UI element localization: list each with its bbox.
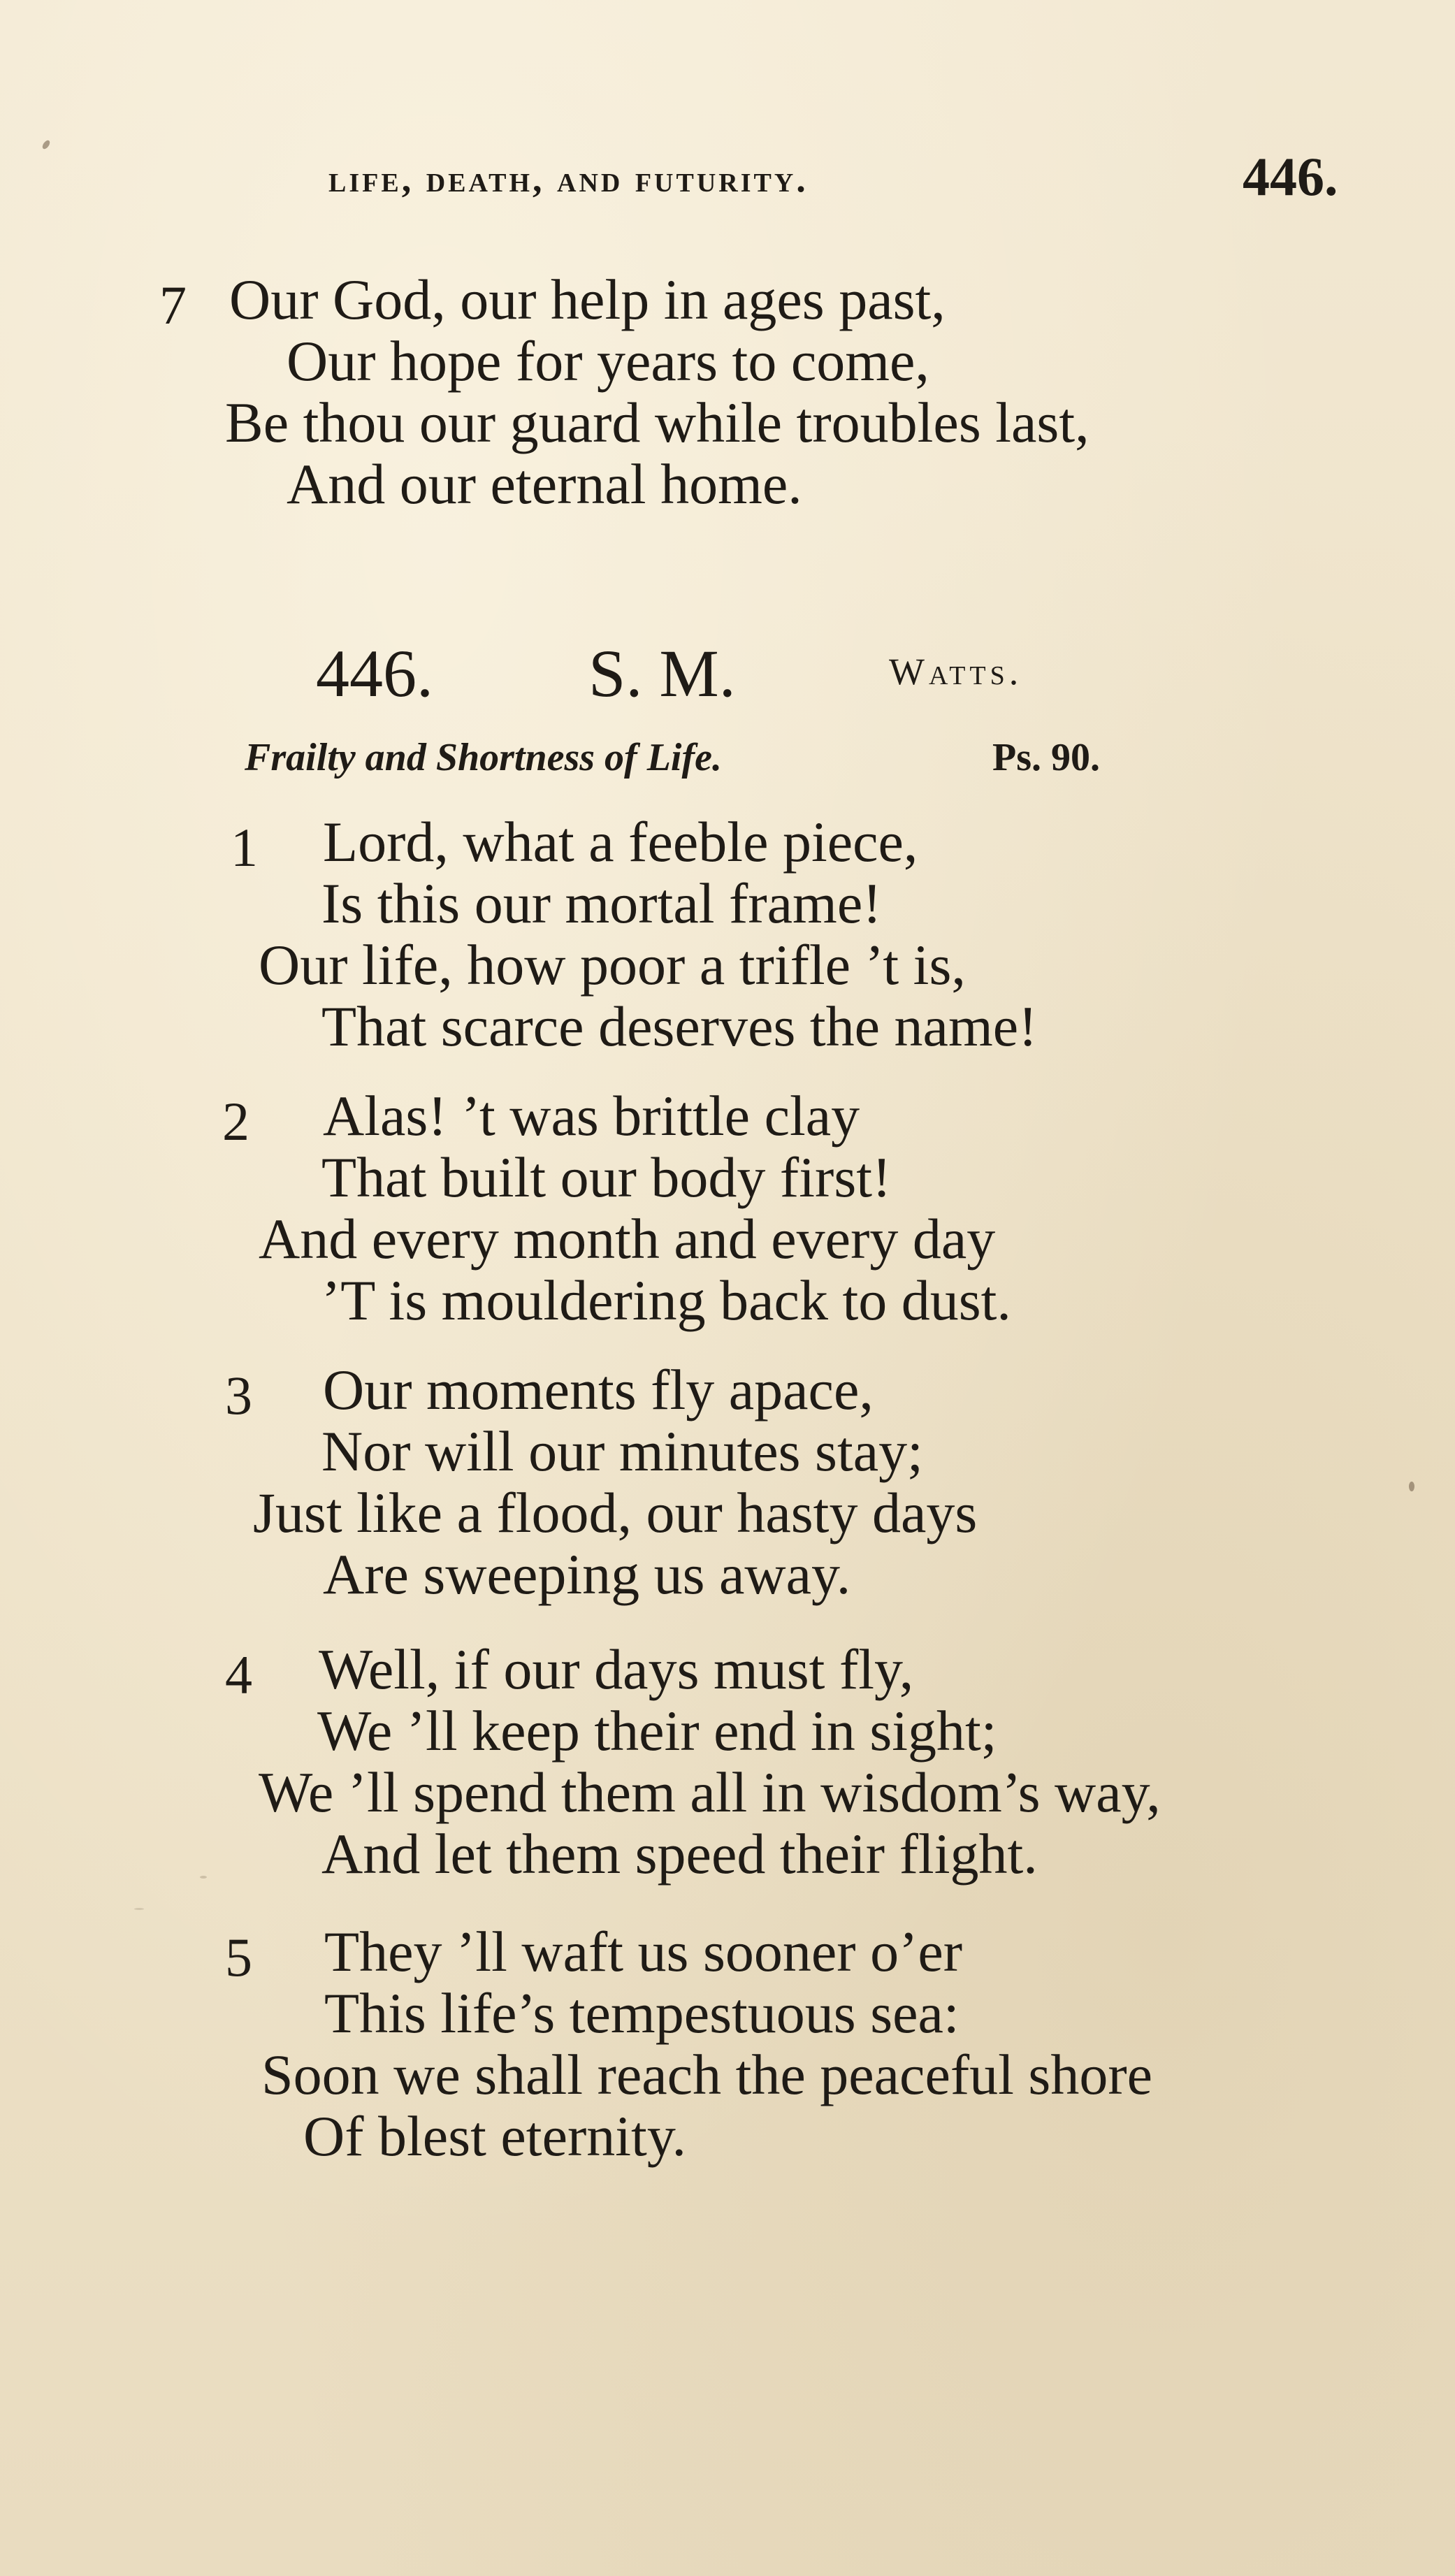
verse-line: Our moments fly apace, — [323, 1358, 874, 1421]
verse-line: Is this our mortal frame! — [321, 871, 882, 935]
verse-line: We ’ll spend them all in wisdom’s way, — [259, 1760, 1161, 1824]
stanza-number: 1 — [231, 817, 258, 878]
paper-speck — [200, 1876, 207, 1879]
verse-line: That scarce deserves the name! — [321, 994, 1038, 1058]
hymn-number: 446. — [316, 636, 433, 711]
stanza-number: 3 — [225, 1365, 252, 1426]
running-title: life, death, and futurity. — [328, 158, 809, 200]
paper-speck — [1409, 1482, 1414, 1491]
verse-line: Lord, what a feeble piece, — [323, 810, 918, 874]
verse-line: Our hope for years to come, — [287, 329, 929, 393]
hymn-author: Watts. — [889, 651, 1023, 693]
hymn-psalm-reference: Ps. 90. — [992, 736, 1100, 779]
verse-line: Our life, how poor a trifle ’t is, — [259, 933, 966, 997]
stanza-number: 2 — [222, 1091, 249, 1152]
verse-line: We ’ll keep their end in sight; — [317, 1699, 997, 1763]
verse-line: Soon we shall reach the peaceful shore — [261, 2043, 1153, 2106]
verse-line: Alas! ’t was brittle clay — [323, 1084, 860, 1148]
paper-speck — [134, 1908, 144, 1910]
paper-speck — [41, 139, 52, 150]
verse-line: Of blest eternity. — [303, 2104, 687, 2168]
stanza-number: 7 — [159, 275, 187, 335]
verse-line: Well, if our days must fly, — [319, 1637, 914, 1701]
verse-line: Our God, our help in ages past, — [229, 268, 946, 331]
verse-line: And every month and every day — [259, 1207, 996, 1271]
verse-line: Just like a flood, our hasty days — [253, 1481, 978, 1544]
verse-line: That built our body first! — [321, 1145, 892, 1209]
page-number: 446. — [1243, 146, 1338, 207]
stanza-number: 4 — [225, 1644, 252, 1705]
hymn-subtitle: Frailty and Shortness of Life. — [245, 736, 722, 779]
verse-line: And our eternal home. — [287, 452, 802, 516]
stanza-number: 5 — [225, 1927, 252, 1988]
verse-line: Are sweeping us away. — [323, 1542, 851, 1606]
verse-line: Nor will our minutes stay; — [321, 1419, 923, 1483]
hymn-meter: S. M. — [588, 636, 736, 711]
verse-line: They ’ll waft us sooner o’er — [324, 1920, 963, 1983]
verse-line: ’T is mouldering back to dust. — [321, 1268, 1011, 1332]
verse-line: And let them speed their flight. — [321, 1822, 1038, 1886]
verse-line: This life’s tempestuous sea: — [324, 1981, 960, 2045]
verse-line: Be thou our guard while troubles last, — [225, 391, 1090, 454]
